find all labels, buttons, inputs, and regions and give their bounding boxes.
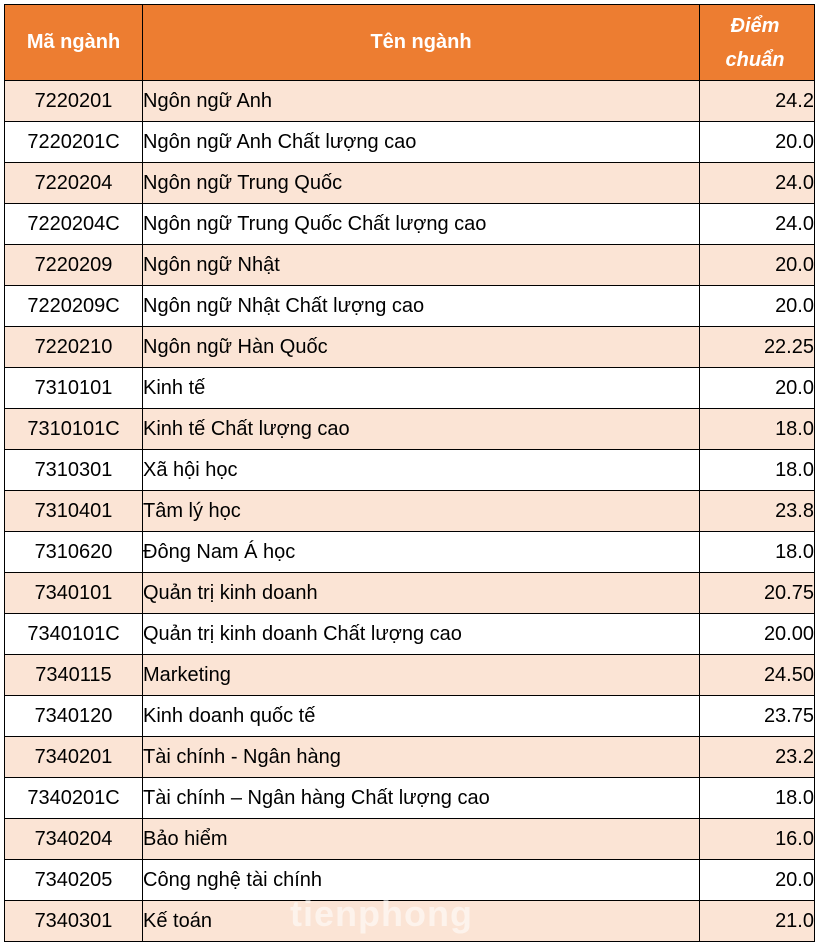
cutoff-score-cell: 18.0 (700, 778, 815, 819)
major-name-cell: Ngôn ngữ Anh (143, 81, 700, 122)
major-code-cell: 7340201C (5, 778, 143, 819)
table-row (5, 81, 815, 122)
cutoff-score-cell: 18.0 (700, 450, 815, 491)
table-row (5, 450, 815, 491)
header-major-name: Tên ngành (143, 5, 700, 81)
table-row (5, 696, 815, 737)
cutoff-score-cell: 24.0 (700, 204, 815, 245)
cutoff-score-cell: 18.0 (700, 409, 815, 450)
major-name-cell: Ngôn ngữ Trung Quốc (143, 163, 700, 204)
header-cutoff-score (700, 5, 815, 81)
major-code-cell: 7220209C (5, 286, 143, 327)
header-row (5, 5, 815, 81)
cutoff-score-cell: 20.0 (700, 860, 815, 901)
major-code-cell: 7340101C (5, 614, 143, 655)
major-code-cell: 7310401 (5, 491, 143, 532)
major-name-cell: Ngôn ngữ Hàn Quốc (143, 327, 700, 368)
header-score-line2: chuẩn (725, 48, 785, 71)
table-row (5, 491, 815, 532)
table-header (5, 5, 815, 81)
major-name-cell: Đông Nam Á học (143, 532, 700, 573)
major-code-cell: 7220204C (5, 204, 143, 245)
major-code-cell: 7220209 (5, 245, 143, 286)
major-name-cell: Ngôn ngữ Nhật Chất lượng cao (143, 286, 700, 327)
watermark-logo: tienphong (290, 893, 473, 934)
major-code-cell: 7310101 (5, 368, 143, 409)
major-code-cell: 7310101C (5, 409, 143, 450)
major-code-cell: 7340115 (5, 655, 143, 696)
table-row (5, 819, 815, 860)
major-code-cell: 7340101 (5, 573, 143, 614)
cutoff-score-cell: 21.0 (700, 901, 815, 942)
cutoff-score-cell: 24.2 (700, 81, 815, 122)
major-code-cell: 7310620 (5, 532, 143, 573)
table-row (5, 573, 815, 614)
major-code-cell: 7340201 (5, 737, 143, 778)
table-row (5, 901, 815, 942)
table-row (5, 163, 815, 204)
cutoff-score-cell: 20.0 (700, 245, 815, 286)
major-name-cell: Ngôn ngữ Anh Chất lượng cao (143, 122, 700, 163)
table-row (5, 614, 815, 655)
major-code-cell: 7340120 (5, 696, 143, 737)
major-name-cell: Ngôn ngữ Trung Quốc Chất lượng cao (143, 204, 700, 245)
cutoff-score-cell: 16.0 (700, 819, 815, 860)
table-row (5, 532, 815, 573)
major-code-cell: 7220201C (5, 122, 143, 163)
major-name-cell: Tâm lý học (143, 491, 700, 532)
cutoff-score-cell: 23.75 (700, 696, 815, 737)
table-row (5, 778, 815, 819)
cutoff-score-cell: 23.2 (700, 737, 815, 778)
major-name-cell: Kinh doanh quốc tế (143, 696, 700, 737)
major-name-cell: Xã hội học (143, 450, 700, 491)
table-row (5, 286, 815, 327)
major-code-cell: 7220201 (5, 81, 143, 122)
cutoff-score-cell: 24.50 (700, 655, 815, 696)
header-score-line1: Điểm (730, 14, 780, 37)
cutoff-score-cell: 24.0 (700, 163, 815, 204)
major-name-cell: Kế toán (143, 901, 700, 942)
major-name-cell: Kinh tế Chất lượng cao (143, 409, 700, 450)
major-code-cell: 7220210 (5, 327, 143, 368)
table-body (5, 81, 815, 942)
major-code-cell: 7340205 (5, 860, 143, 901)
major-code-cell: 7310301 (5, 450, 143, 491)
major-code-cell: 7220204 (5, 163, 143, 204)
major-name-cell: Tài chính – Ngân hàng Chất lượng cao (143, 778, 700, 819)
table-row (5, 737, 815, 778)
major-name-cell: Bảo hiểm (143, 819, 700, 860)
cutoff-score-table (4, 4, 815, 942)
table-row (5, 368, 815, 409)
table-row (5, 327, 815, 368)
major-name-cell: Kinh tế (143, 368, 700, 409)
major-name-cell: Marketing (143, 655, 700, 696)
major-name-cell: Ngôn ngữ Nhật (143, 245, 700, 286)
cutoff-score-cell: 20.0 (700, 368, 815, 409)
major-code-cell: 7340204 (5, 819, 143, 860)
major-name-cell: Tài chính - Ngân hàng (143, 737, 700, 778)
table-row (5, 245, 815, 286)
major-code-cell: 7340301 (5, 901, 143, 942)
major-name-cell: Công nghệ tài chính (143, 860, 700, 901)
table-row (5, 204, 815, 245)
table-row (5, 655, 815, 696)
cutoff-score-cell: 22.25 (700, 327, 815, 368)
major-name-cell: Quản trị kinh doanh (143, 573, 700, 614)
table-row (5, 122, 815, 163)
cutoff-score-cell: 20.00 (700, 614, 815, 655)
cutoff-score-cell: 20.75 (700, 573, 815, 614)
table-row (5, 409, 815, 450)
header-major-code: Mã ngành (5, 5, 143, 81)
cutoff-score-cell: 20.0 (700, 286, 815, 327)
cutoff-score-cell: 20.0 (700, 122, 815, 163)
table-row (5, 860, 815, 901)
cutoff-score-cell: 18.0 (700, 532, 815, 573)
cutoff-score-cell: 23.8 (700, 491, 815, 532)
major-name-cell: Quản trị kinh doanh Chất lượng cao (143, 614, 700, 655)
